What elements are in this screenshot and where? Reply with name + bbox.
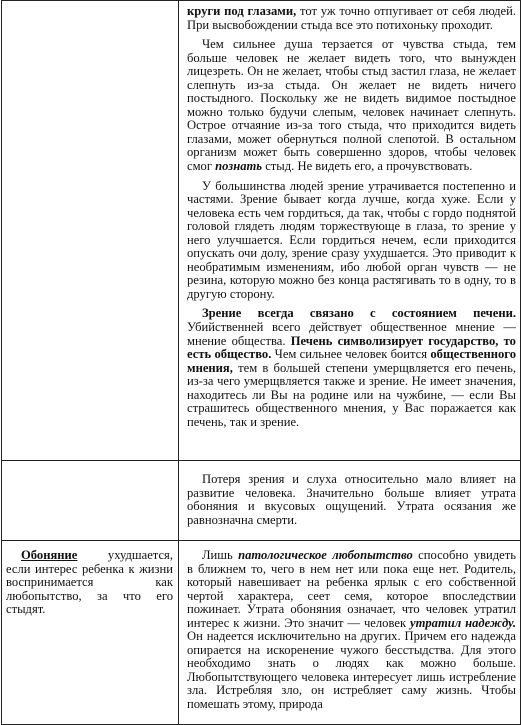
text-run: тем в большей степени умерщвляется его печень, из-за чего умерщвляется также и зрение. Не имеет значения, находитесь ли Вы на родине или на чужбине, — если Вы страшитесь общественного мнения, у Вас поражается как печень, так и зрение. [187,360,516,429]
content-table [1,0,521,725]
right-cell-text [179,461,520,531]
left-column-cell [2,541,179,725]
left-column-cell [2,1,179,461]
text-run: ухудшается, если интерес ребенка к жизни воспринимается как любопытство, за что его стыдят. [6,548,173,617]
paragraph [187,180,516,302]
left-cell-text [2,1,178,7]
paragraph [187,5,516,32]
right-cell-text [179,1,520,433]
table-row [2,541,521,725]
emphasized-text: общественного мнения, [187,347,517,375]
paragraph [187,38,516,173]
emphasized-text: познать [215,159,263,174]
left-cell-text [2,541,178,620]
left-cell-text [2,461,178,467]
right-column-cell [179,1,521,461]
right-column-cell [179,541,521,725]
text-run: стыд. Не видеть его, а прочувствовать. [262,159,473,174]
paragraph [187,549,516,712]
paragraph [187,473,516,527]
text-run: У большинства людей зрение утрачивается постепенно и частями. Зрение бывает когда лучше, когда хуже. Если у человека есть чем гордиться, да так, чтобы с гордо поднятой головой глядеть людям торжествующе в глаза, то зрение у него улучшается. Если гордиться нечем, если приходится опускать очи долу, зрение сразу ухудшается. Это приводит к необратимым изменениям, ибо любой орган чувств — не резина, которую можно без конца растягивать то в одну, то в другую сторону. [187,178,516,301]
emphasized-text: Обоняние [21,548,78,562]
text-run: Чем сильнее душа терзается от чувства стыда, тем больше человек не желает видеть того, что вынужден лицезреть. Он не желает, чтобы стыд застил глаза, не желает слепнуть из-за стыда. Он желает не видеть ничего постыдного. Поскольку же не видеть видимое постыдное можно только будучи слепым, человек начинает слепнуть. Острое отчаяние из-за того стыда, что приходится видеть глазами, может обернуться полной слепотой. В остальном организм может быть совершенно здоров, чтобы человек смог [187,37,516,174]
text-run: способно увидеть в ближнем то, чего в нем нет или пока еще нет. Родитель, который навешивает на ребенка ярлык с его собственной чертой характера, сеет семя, которое впоследствии пожинает. Утрата обоняния означает, что человек утратил интерес к жизни. Это значит — человек [187,548,516,630]
right-column-cell [179,461,521,541]
emphasized-text: Печень символизирует государство, то есть общество. [187,333,516,362]
emphasized-text: Зрение всегда связано с состоянием печени. [202,306,516,321]
text-run: Потеря зрения и слуха относительно мало влияет на развитие человека. Значительно больше влияет утрата обоняния и вкусовых ощущений. Утрата осязания же равнозначна смерти. [187,472,516,527]
text-run: Убийственней всего действует общественное мнение — мнение общества. [187,320,516,348]
text-run: Чем сильнее человек боится [271,347,431,362]
right-cell-text [179,541,520,716]
table-row [2,1,521,461]
paragraph [187,307,516,429]
emphasized-text: патологическое любопытство [238,548,413,562]
table-row [2,461,521,541]
text-run: тот уж точно отпугивает от себя людей. При высвобождении стыда все это потихоньку проходит. [187,4,516,32]
paragraph [6,549,173,617]
emphasized-text: утратил надежду. [409,615,516,630]
text-run: Он надеется исключительно на других. Причем его надежда опирается на искоренение чужого бесстыдства. Для этого необходимо знать о людях как можно больше. Любопытствующего человека интересует лишь истребление зла. Истребляя зло, он истребляет саму жизнь. Чтобы помешать этому, природа [187,629,516,712]
text-run: Лишь [202,548,239,562]
emphasized-text: круги под глазами, [187,4,297,18]
left-column-cell [2,461,179,541]
